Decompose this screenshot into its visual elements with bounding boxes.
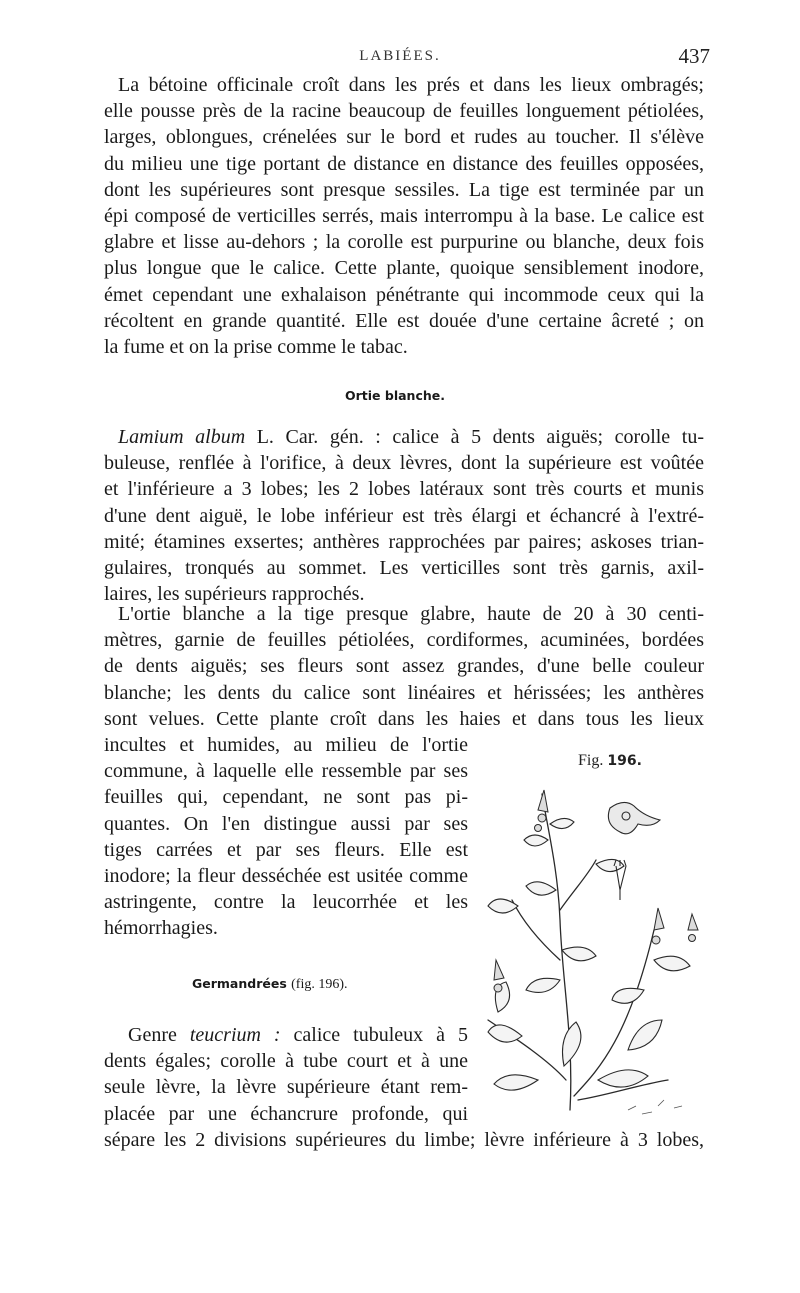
plant-flower-spike [652,908,664,944]
species-name: Lamium album [118,426,246,448]
plant-leaf [562,947,596,961]
text-line: sépare les 2 divisions supérieures du limbe; lèvre inférieure à 3 lobes, [104,1129,704,1151]
text-line: et l'inférieure a 3 lobes; les 2 lobes latéraux sont très courts et munis [104,478,704,501]
genus-name: teucrium : [189,1024,281,1046]
text-line: dents égales; corolle à tube court et à une [104,1050,468,1073]
text-line: sont velues. Cette plante croît dans les haies et dans tous les lieux [104,707,704,730]
germander-plant-illustration [478,780,704,1126]
running-header-title: LABIÉES. [359,48,441,64]
text-fragment: Genre [128,1024,190,1046]
text-line: hémorrhagies. [104,917,218,940]
plant-stem [560,860,596,910]
text-line: incultes et humides, au milieu de l'ortie [104,734,468,756]
plant-flower-spike [535,790,549,832]
text-line: glabre et lisse au-dehors ; la corolle est purpurine ou blanche, deux fois [104,231,704,254]
text-line: feuilles qui, cependant, ne sont pas pi- [104,786,468,809]
text-line: L'ortie blanche a la tige presque glabre, haute de 20 à 30 centi- [118,603,704,625]
text-line: placée par une échancrure profonde, qui [104,1102,468,1125]
plant-leaf [563,1022,581,1066]
paragraph-ortie-description [104,601,704,732]
plant-leaf [612,988,644,1003]
text-line: dont les supérieures sont presque sessiles. La tige est terminée par un [104,178,704,201]
text-line: commune, à laquelle elle ressemble par ses [104,760,468,783]
text-line: émet cependant une exhalaison pénétrante qui incommode ceux qui la [104,283,704,306]
text-line: gulaires, tronqués au sommet. Les verticilles sont très garnis, axil- [104,557,704,580]
text-fragment: calice tubuleux à 5 [280,1024,468,1046]
text-line: plus longue que le calice. Cette plante, quoique sensiblement inodore, [104,257,704,280]
plant-leaf [628,1020,662,1050]
text-line [104,1022,468,1048]
plant-leaf [526,882,556,895]
flower-detail [608,802,660,833]
paragraph-teucrium-last-line [104,1127,704,1153]
plant-leaf [494,1075,538,1090]
paragraph-lamium-album [104,424,704,607]
text-line: épi composé de verticilles serrés, mais interrompu à la base. Le calice est [104,205,704,228]
text-line [104,424,704,450]
text-line: elle pousse près de la racine beaucoup de feuilles longuement pétiolées, [104,100,704,123]
plant-leaf [550,818,574,828]
figure-caption [578,752,642,770]
paragraph-teucrium [104,1022,468,1127]
text-line: mité; étamines exsertes; anthères rapprochées par paires; askoses trian- [104,530,704,553]
figure-reference: (fig. 196). [291,977,348,992]
text-line: du milieu une tige portant de distance en distance des feuilles opposées, [104,152,704,175]
plant-leaf [488,1025,522,1042]
plant-stem [512,900,560,960]
section-heading-germandrees [192,976,348,993]
text-line: astringente, contre la leucorrhée et les [104,891,468,914]
plant-leaf [526,978,560,992]
plant-leaf [654,956,690,971]
text-line: de dents aiguës; ses fleurs sont assez grandes, d'une belle couleur [104,655,704,678]
text-line: inodore; la fleur desséchée est usitée comme [104,865,468,888]
page-number: 437 [678,44,710,68]
plant-leaf [524,835,548,846]
paragraph-ortie-description-continued [104,732,468,942]
figure-caption-prefix: Fig. [578,752,604,769]
text-line: seule lèvre, la lèvre supérieure étant rem- [104,1076,468,1099]
text-line: buleuse, renflée à l'orifice, à deux lèvres, dont la supérieure est voûtée [104,452,704,475]
text-line: La bétoine officinale croît dans les prés et dans les lieux ombragés; [118,74,704,96]
figure-caption-number: 196. [607,753,642,769]
text-fragment: L. Car. gén. : calice à 5 dents aiguës; corolle tu- [245,426,704,448]
plant-leaf [598,1070,648,1087]
plant-flower-spike [688,914,698,942]
plant-leaf [488,899,518,913]
text-line: blanche; les dents du calice sont linéaires et hérissées; les anthères [104,681,704,704]
heading-label: Germandrées [192,976,287,991]
ground-marks [628,1100,682,1114]
section-heading-ortie-blanche: Ortie blanche. [345,388,445,403]
text-line: larges, oblongues, crénelées sur le bord et rudes au toucher. Il s'élève [104,126,704,149]
text-line: récoltent en grande quantité. Elle est douée d'une certaine âcreté ; on [104,309,704,332]
text-line: tiges carrées et par ses fleurs. Elle est [104,838,468,861]
text-line: la fume et on la prise comme le tabac. [104,336,408,359]
text-line: laires, les supérieurs rapprochés. [104,583,365,606]
text-line: quantes. On l'en distingue aussi par ses [104,812,468,835]
paragraph-betoine [104,72,704,360]
text-line: d'une dent aiguë, le lobe inférieur est très élargi et échancré à l'extré- [104,504,704,527]
text-line: mètres, garnie de feuilles pétiolées, cordiformes, acuminées, bordées [104,629,704,652]
